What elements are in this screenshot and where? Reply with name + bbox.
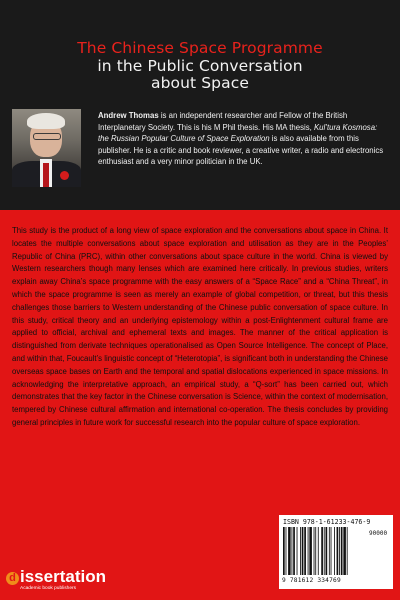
publisher-tagline: Academic book publishers bbox=[20, 586, 76, 591]
rosette-icon bbox=[60, 171, 69, 180]
barcode-bars bbox=[283, 527, 367, 575]
price-code: 90000 bbox=[369, 530, 388, 537]
logo-word: issertation bbox=[20, 567, 106, 586]
isbn-text: ISBN 978-1-61233-476-9 bbox=[283, 518, 371, 526]
book-title bbox=[0, 40, 400, 93]
author-photo bbox=[12, 109, 81, 187]
title-line-1: The Chinese Space Programme bbox=[77, 39, 323, 57]
author-bio bbox=[98, 110, 390, 168]
author-name: Andrew Thomas bbox=[98, 111, 159, 120]
title-line-3: about Space bbox=[151, 74, 249, 92]
barcode-digits: 9 781612 334769 bbox=[282, 577, 341, 584]
publisher-logo bbox=[6, 568, 136, 598]
blurb-text: This study is the product of a long view of space exploration and the conversations about space in China. It locates the multiple conversations about space exploration and utilisation as they are in the Peoples’ Republic of China (PRC), within other conversations about space culture in the world. China is viewed by Western researchers though many lenses which are examined here critically. In previous studies, writers explain away China’s space programme with the easy answers of a “Space Race” and a “China Threat”, in which the space programme is seen as merely an example of global competition, or threat, but this thesis challenges those barriers to Western understanding of the Chinese public conversation of space culture. In this study, critical theory and an underlying epistemology within a post-Enlightenment cultural frame are applied to official, archival and ephemeral texts and images. The manner of the critical application is distinguished from derivate techniques operationalised as Open Source Intelligence. The concept of Place, and within that, Foucault’s linguistic concept of “Heterotopia”, is significant both in understanding the Chinese overseas space bases on Earth and the temporal and spatial dislocations experienced in space missions. In acknowledging the interpretative approach, an empirical study, a “Q-sort” has been carried out, which demonstrates that the key factor in the Chinese conversation is Science, within the context of modernisation, tempered by Chinese cultural affirmation and international co-operation. The thesis concludes by providing general principles in future work for successful research into the popular culture of space exploration. bbox=[12, 226, 388, 427]
bio-text-2: is also available from this publisher. He is a critic and book reviewer, a creative writer, a radio and electronics enthusiast and a very minor politician in the UK. bbox=[98, 134, 384, 166]
isbn-barcode bbox=[279, 515, 393, 589]
logo-initial: d bbox=[6, 572, 19, 585]
bio-text-1: is an independent researcher and Fellow of the British Interplanetary Society. This is his M Phil thesis. His MA thesis, bbox=[98, 111, 348, 132]
bio-book-title: Kul’tura Kosmosa: the Russian Popular Culture of Space Exploration bbox=[98, 122, 378, 143]
title-line-2: in the Public Conversation bbox=[97, 56, 303, 75]
